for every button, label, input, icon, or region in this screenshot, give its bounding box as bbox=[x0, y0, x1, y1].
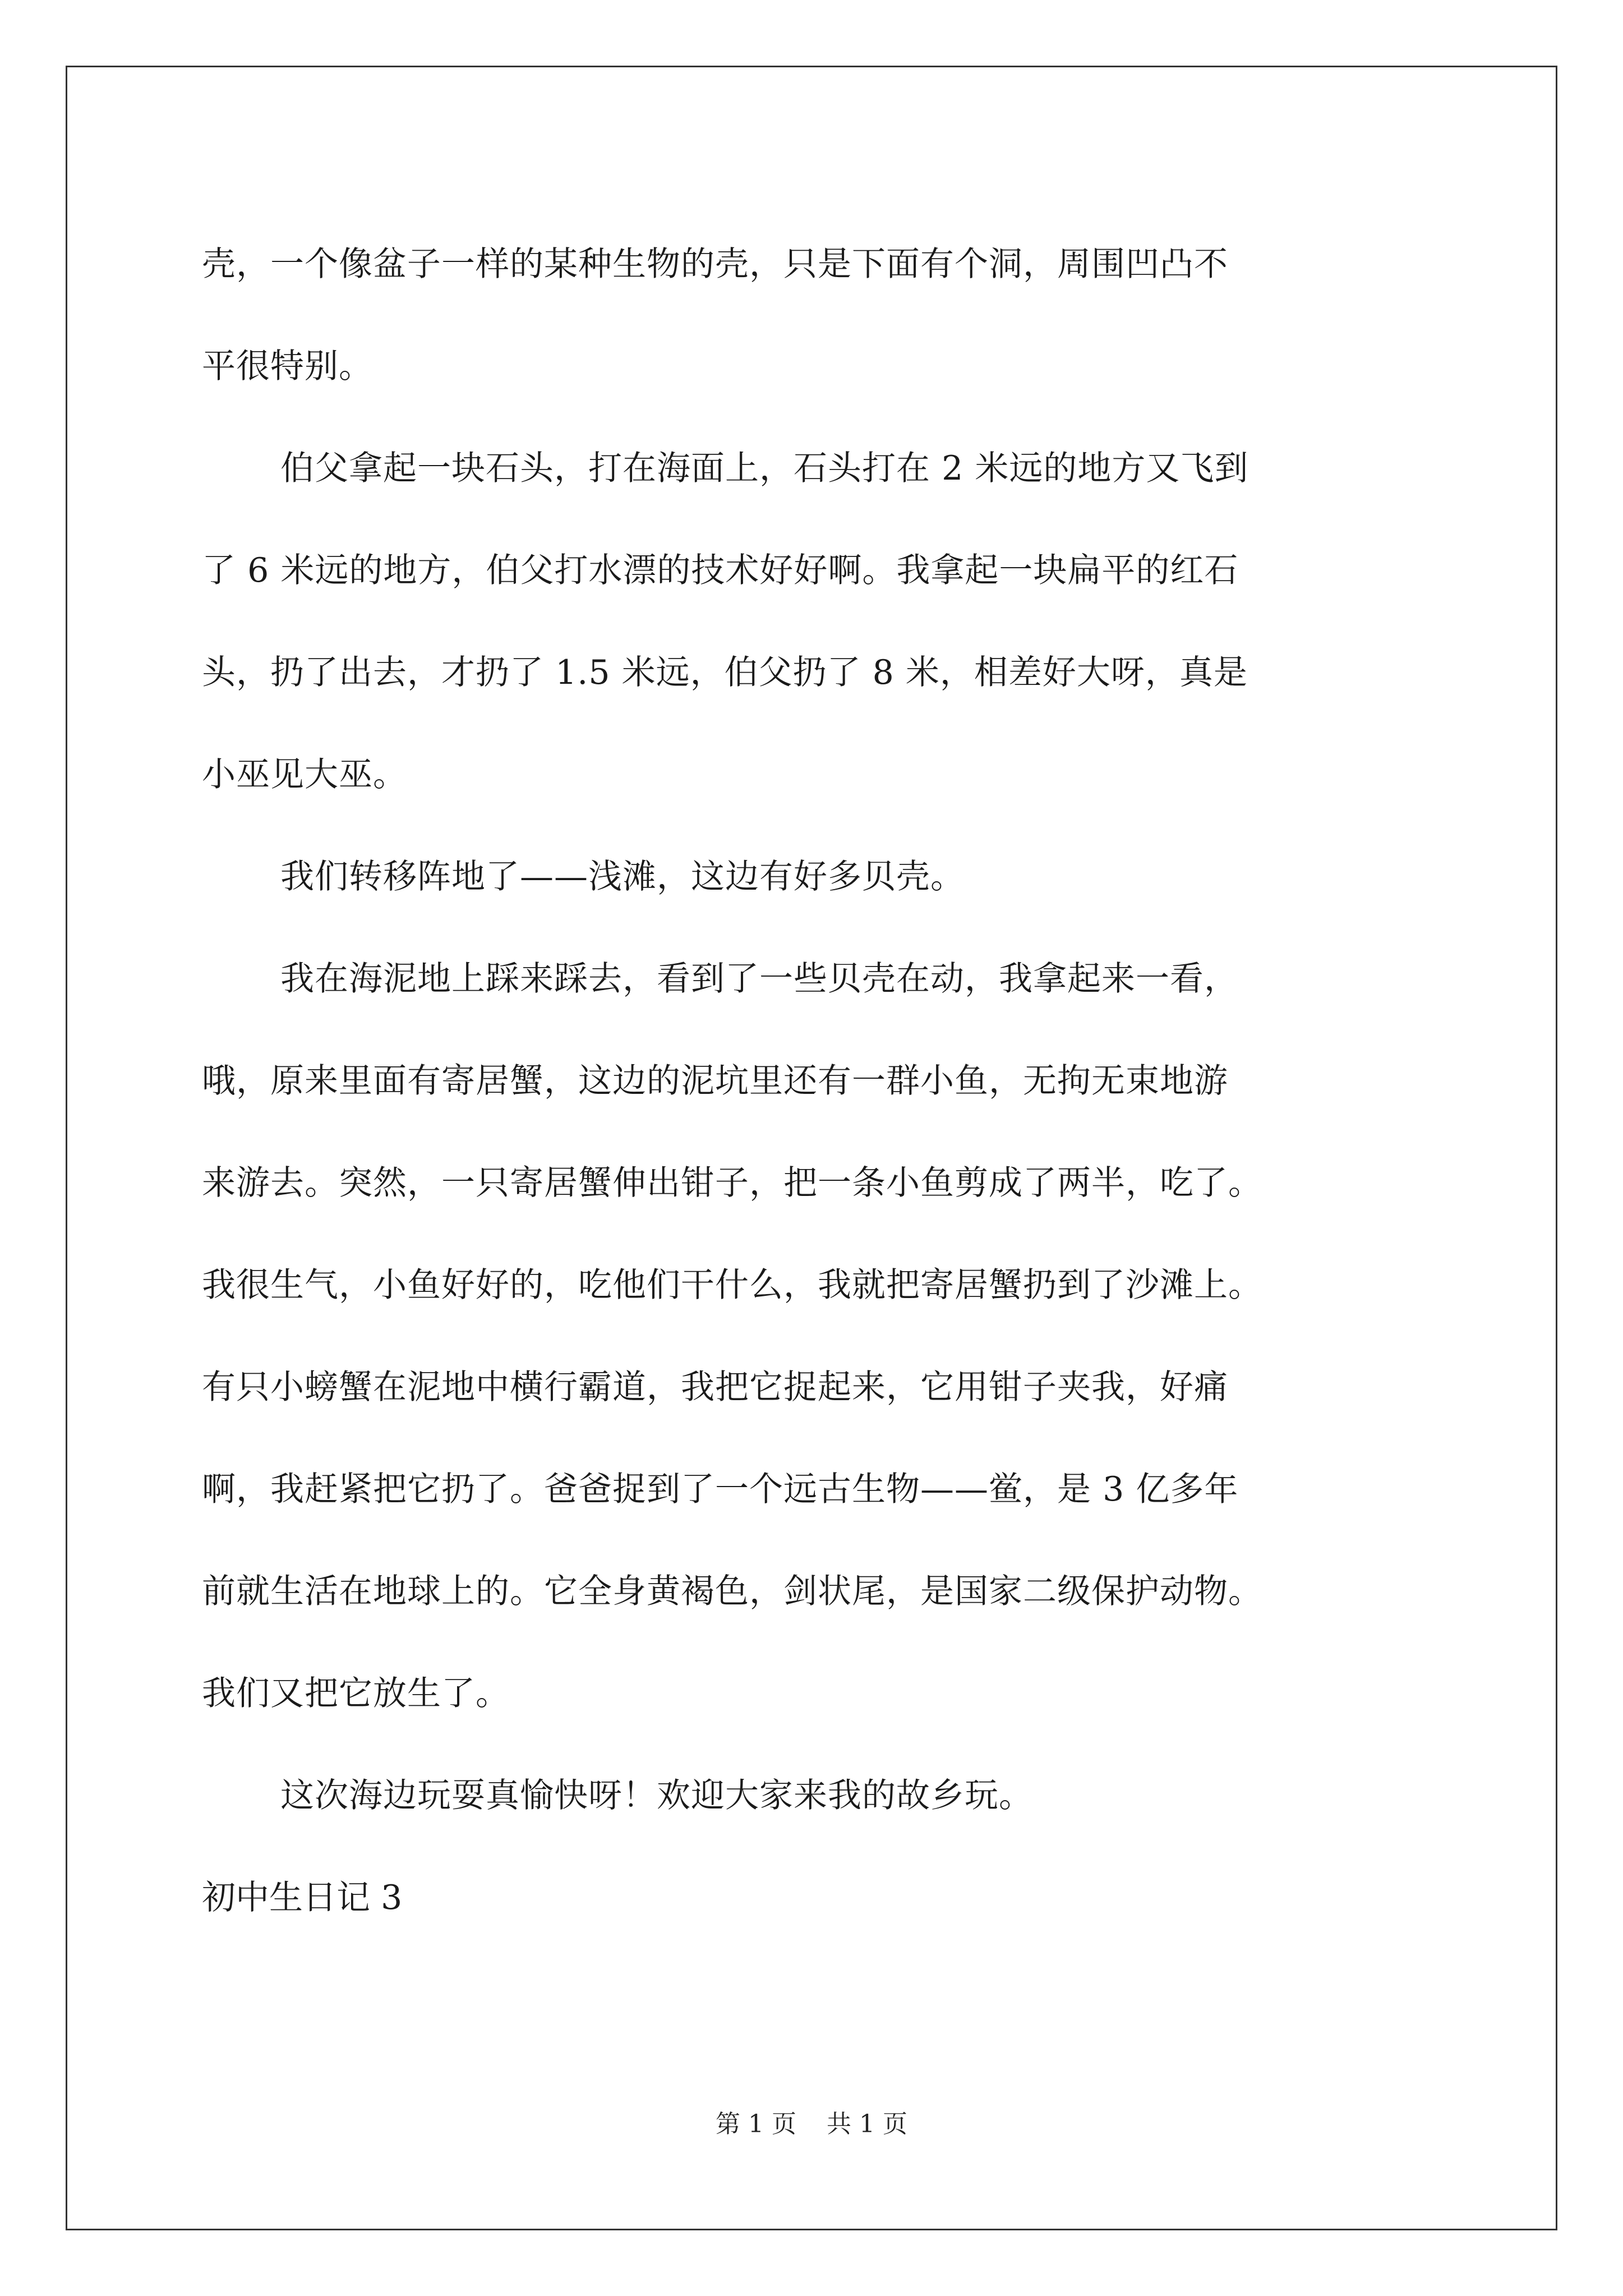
text-line: 伯父拿起一块石头，打在海面上，石头打在 2 米远的地方又飞到 bbox=[280, 449, 1249, 488]
paragraph bbox=[202, 928, 1436, 1745]
paragraph bbox=[202, 826, 1436, 928]
text-line: 小巫见大巫。 bbox=[202, 755, 407, 794]
text-line: 我们又把它放生了。 bbox=[202, 1674, 510, 1713]
text-line: 来游去。突然，一只寄居蟹伸出钳子，把一条小鱼剪成了两半，吃了。 bbox=[202, 1163, 1262, 1203]
text-line: 壳，一个像盆子一样的某种生物的壳，只是下面有个洞，周围凹凸不 bbox=[202, 245, 1228, 284]
page-total: 共 1 页 bbox=[827, 2110, 907, 2138]
text-line: 这次海边玩耍真愉快呀！欢迎大家来我的故乡玩。 bbox=[280, 1776, 1033, 1815]
paragraph bbox=[202, 417, 1436, 826]
document-body bbox=[202, 213, 1436, 1949]
page-footer bbox=[0, 2104, 1623, 2139]
text-line: 有只小螃蟹在泥地中横行霸道，我把它捉起来，它用钳子夹我，好痛 bbox=[202, 1368, 1228, 1407]
section-heading: 初中生日记 3 bbox=[202, 1878, 403, 1917]
text-line: 头，扔了出去，才扔了 1.5 米远，伯父扔了 8 米，相差好大呀，真是 bbox=[202, 653, 1248, 692]
text-line: 了 6 米远的地方，伯父打水漂的技术好好啊。我拿起一块扁平的红石 bbox=[202, 551, 1239, 590]
text-line: 哦，原来里面有寄居蟹，这边的泥坑里还有一群小鱼，无拘无束地游 bbox=[202, 1061, 1228, 1101]
paragraph bbox=[202, 1745, 1436, 1847]
paragraph bbox=[202, 213, 1436, 417]
text-line: 啊，我赶紧把它扔了。爸爸捉到了一个远古生物——鲎，是 3 亿多年 bbox=[202, 1470, 1239, 1509]
text-line: 平很特别。 bbox=[202, 347, 373, 386]
text-line: 我很生气，小鱼好好的，吃他们干什么，我就把寄居蟹扔到了沙滩上。 bbox=[202, 1266, 1262, 1305]
text-line: 我在海泥地上踩来踩去，看到了一些贝壳在动，我拿起来一看， bbox=[280, 959, 1238, 999]
text-line: 我们转移阵地了——浅滩，这边有好多贝壳。 bbox=[280, 857, 965, 896]
text-line: 前就生活在地球上的。它全身黄褐色，剑状尾，是国家二级保护动物。 bbox=[202, 1572, 1262, 1611]
page-number: 第 1 页 bbox=[716, 2110, 796, 2138]
